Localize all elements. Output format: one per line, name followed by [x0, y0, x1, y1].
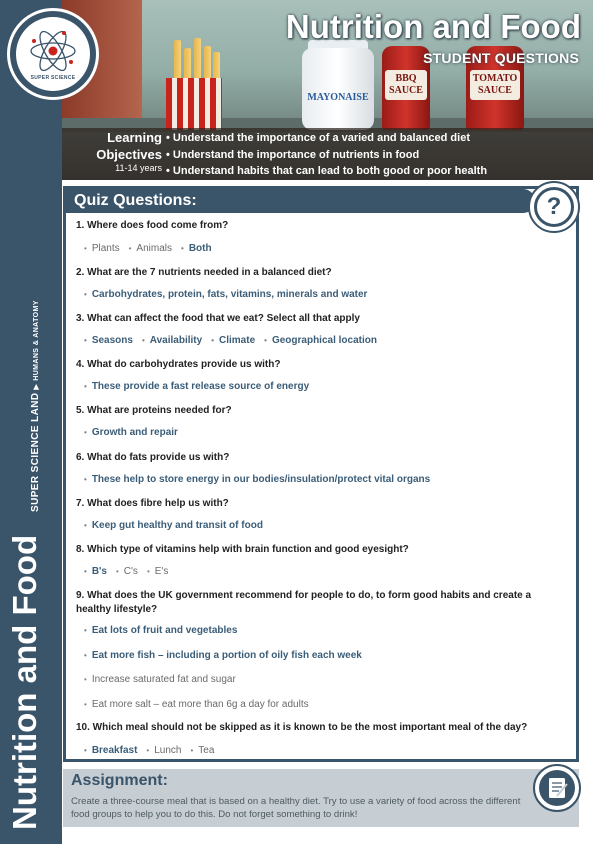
question-10: 10. Which meal should not be skipped as it is known to be the most important meal of the day? — [76, 722, 528, 733]
age-range: 11-14 years — [115, 163, 162, 173]
answer-option: • Geographical location — [264, 335, 377, 346]
answer-option: • Carbohydrates, protein, fats, vitamins, minerals and water — [84, 289, 367, 300]
answer-option: • Both — [181, 243, 212, 254]
answer-option: • C's — [116, 566, 138, 577]
topic-label: HUMANS & ANATOMY — [33, 300, 40, 381]
mayonnaise-label: MAYONAISE — [307, 92, 369, 103]
quiz-header — [66, 189, 535, 213]
objectives-title: Learning Objectives — [96, 130, 162, 162]
answer-option: • Availability — [142, 335, 202, 346]
page-subtitle: STUDENT QUESTIONS — [423, 50, 579, 66]
answer-option: • These provide a fast release source of energy — [84, 381, 309, 392]
answer-option: • Keep gut healthy and transit of food — [84, 520, 263, 531]
mayonnaise-jar-image — [302, 48, 374, 130]
answers-5 — [84, 427, 187, 438]
question-5: 5. What are proteins needed for? — [76, 405, 232, 416]
answers-10 — [84, 745, 223, 756]
answer-option: • E's — [147, 566, 168, 577]
answer-option: • Seasons — [84, 335, 133, 346]
question-8: 8. Which type of vitamins help with brain function and good eyesight? — [76, 544, 409, 555]
triangle-icon: ▶ — [33, 383, 40, 390]
answer-option: • B's — [84, 566, 107, 577]
answer-option: • Growth and repair — [84, 427, 178, 438]
answers-7 — [84, 520, 272, 531]
answers-4 — [84, 381, 318, 392]
answer-option: • Eat more salt – eat more than 6g a day for adults — [84, 699, 309, 710]
objectives-list — [166, 130, 487, 180]
answers-3 — [84, 335, 386, 346]
answers-1 — [84, 243, 221, 254]
header-banner — [62, 0, 593, 180]
bbq-sauce-label: BBQ SAUCE — [385, 70, 427, 100]
answer-option: • Breakfast — [84, 745, 137, 756]
quiz-title: Quiz Questions: — [74, 192, 197, 209]
super-science-logo — [7, 8, 99, 100]
answer-option: • Animals — [129, 243, 172, 254]
answer-option: • Climate — [211, 335, 255, 346]
sidebar — [0, 0, 62, 844]
question-6: 6. What do fats provide us with? — [76, 452, 230, 463]
learning-objectives — [62, 128, 593, 180]
answer-option: • These help to store energy in our bodies/insulation/protect vital organs — [84, 474, 430, 485]
question-1: 1. Where does food come from? — [76, 220, 229, 231]
fries-image — [166, 78, 222, 130]
objective-item: • Understand the importance of a varied and balanced diet — [166, 132, 470, 144]
answers-8 — [84, 566, 177, 577]
answer-option: • Tea — [190, 745, 214, 756]
question-2: 2. What are the 7 nutrients needed in a balanced diet? — [76, 267, 332, 278]
answers-9b — [84, 650, 371, 661]
sidebar-series — [30, 300, 41, 512]
page-title: Nutrition and Food — [285, 8, 581, 45]
answers-9d — [84, 699, 318, 710]
assignment-section — [63, 769, 579, 827]
question-7: 7. What does fibre help us with? — [76, 498, 229, 509]
question-4: 4. What do carbohydrates provide us with? — [76, 359, 281, 370]
answer-option: • Eat lots of fruit and vegetables — [84, 625, 237, 636]
answers-2 — [84, 289, 376, 300]
answer-option: • Increase saturated fat and sugar — [84, 674, 236, 685]
question-mark-badge — [528, 181, 580, 233]
notepad-icon — [539, 770, 575, 806]
series-label: SUPER SCIENCE LAND — [30, 392, 41, 512]
quiz-section — [63, 186, 579, 762]
answers-6 — [84, 474, 439, 485]
objective-item: • Understand the importance of nutrients in food — [166, 148, 420, 161]
question-9: 9. What does the UK government recommend for people to do, to form good habits and create a healthy lifestyle? — [76, 590, 532, 615]
notepad-badge — [533, 764, 581, 812]
logo-text: SUPER SCIENCE — [30, 75, 76, 81]
tomato-sauce-label: TOMATO SAUCE — [470, 70, 520, 100]
question-3: 3. What can affect the food that we eat? Select all that apply — [76, 313, 360, 324]
objective-item: • Understand habits that can lead to both good or poor health — [166, 165, 488, 177]
assignment-title: Assignment: — [71, 772, 168, 789]
answer-option: • Eat more fish – including a portion of oily fish each week — [84, 650, 362, 661]
answers-9c — [84, 674, 245, 685]
assignment-text: Create a three-course meal that is based on a healthy diet. Try to use a variety of food across the different food groups to help you to do this. Do not forget something to drink! — [71, 796, 521, 820]
answers-9a — [84, 625, 246, 636]
sidebar-title: Nutrition and Food — [6, 534, 43, 830]
answer-option: • Plants — [84, 243, 120, 254]
question-mark-icon: ? — [534, 187, 574, 227]
answer-option: • Lunch — [146, 745, 181, 756]
